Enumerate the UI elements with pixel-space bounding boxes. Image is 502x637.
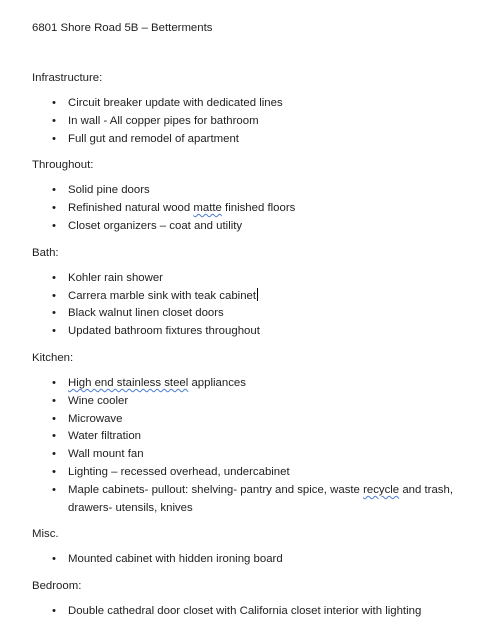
bullet-icon: • (52, 132, 56, 145)
list-item: • Microwave (32, 411, 472, 429)
spellcheck-flagged-phrase[interactable]: High end stainless steel (68, 376, 189, 389)
list-item: • Mounted cabinet with hidden ironing board (32, 551, 472, 569)
bullet-icon: • (52, 202, 56, 215)
bullet-icon: • (52, 394, 56, 407)
section-heading-bath: Bath: (32, 246, 59, 259)
spellcheck-flagged-word[interactable]: recycle (363, 483, 400, 496)
list-item: • Wine cooler (32, 393, 472, 411)
list-throughout (32, 182, 472, 235)
list-item: • Lighting – recessed overhead, undercabinet (32, 464, 472, 482)
bullet-icon: • (52, 430, 56, 443)
list-item: • Circuit breaker update with dedicated lines (32, 95, 472, 113)
list-item: • Maple cabinets- pullout: shelving- pantry and spice, waste recycle and trash, drawers- utensils, knives (32, 482, 472, 518)
bullet-icon: • (52, 553, 56, 566)
list-item: • Closet organizers – coat and utility (32, 218, 472, 236)
section-heading-misc: Misc. (32, 528, 59, 541)
section-heading-throughout: Throughout: (32, 159, 94, 172)
list-item: • Kohler rain shower (32, 270, 472, 288)
bullet-icon: • (52, 97, 56, 109)
list-item: • Full gut and remodel of apartment (32, 131, 472, 149)
bullet-icon: • (52, 376, 56, 389)
bullet-icon: • (52, 465, 56, 478)
section-heading-bedroom: Bedroom: (32, 580, 82, 593)
bullet-icon: • (52, 307, 56, 320)
section-heading-infrastructure: Infrastructure: (32, 72, 103, 84)
text-cursor (257, 288, 258, 301)
list-item: • Black walnut linen closet doors (32, 305, 472, 323)
list-item: • Wall mount fan (32, 446, 472, 464)
bullet-icon: • (52, 448, 56, 461)
bullet-icon: • (52, 219, 56, 232)
list-item: • High end stainless steel appliances (32, 375, 472, 393)
bullet-icon: • (52, 483, 56, 496)
list-infrastructure (32, 95, 472, 148)
list-item: • Carrera marble sink with teak cabinet (32, 288, 472, 306)
bullet-icon: • (52, 412, 56, 425)
list-item: • In wall - All copper pipes for bathroom (32, 113, 472, 131)
list-bath (32, 270, 472, 341)
document-body[interactable] (32, 19, 472, 629)
list-bedroom (32, 603, 472, 621)
list-item: • Solid pine doors (32, 182, 472, 200)
list-kitchen (32, 375, 472, 517)
spellcheck-flagged-word[interactable]: matte (193, 202, 222, 215)
list-item: • Water filtration (32, 428, 472, 446)
list-item: • Refinished natural wood matte finished floors (32, 200, 472, 218)
list-item: • Double cathedral door closet with California closet interior with lighting (32, 603, 472, 621)
document-title: 6801 Shore Road 5B – Betterments (32, 22, 213, 34)
bullet-icon: • (52, 184, 56, 197)
list-item: • Updated bathroom fixtures throughout (32, 323, 472, 341)
bullet-icon: • (52, 114, 56, 127)
section-heading-kitchen: Kitchen: (32, 351, 74, 364)
bullet-icon: • (52, 605, 56, 618)
bullet-icon: • (52, 325, 56, 338)
bullet-icon: • (52, 289, 56, 302)
bullet-icon: • (52, 271, 56, 284)
list-misc (32, 551, 472, 569)
